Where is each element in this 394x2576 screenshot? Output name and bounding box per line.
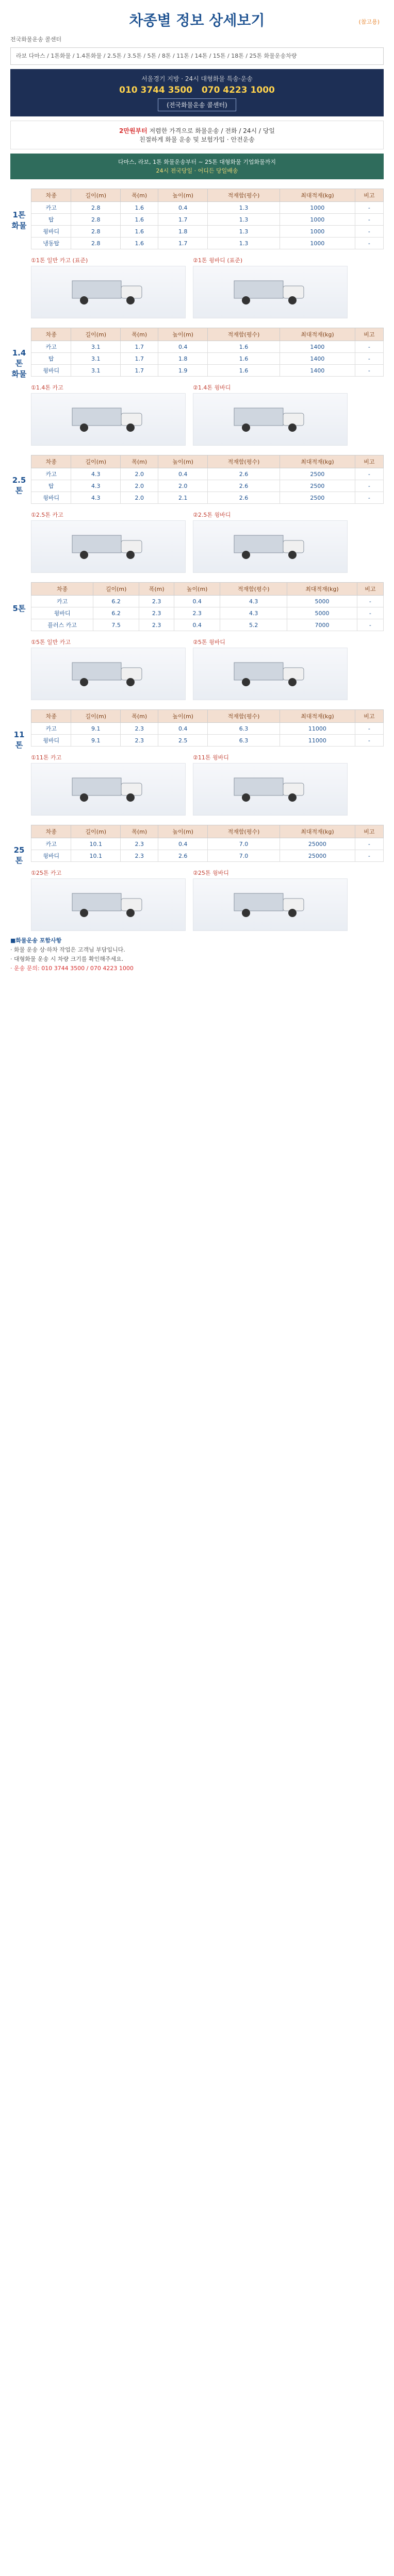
table-cell: 1.6: [121, 226, 158, 238]
vehicle-section: [10, 709, 384, 816]
section-label: 11톤: [13, 730, 25, 750]
table-row: [31, 735, 384, 747]
table-cell: 2.5: [158, 735, 208, 747]
promo-tail: / 전화 / 24시 / 당일: [221, 127, 275, 134]
table-cell: -: [355, 480, 383, 492]
table-cell: -: [355, 492, 383, 504]
table-cell: -: [355, 735, 383, 747]
table-cell: 4.3: [71, 468, 121, 480]
table-cell: 윙바디: [31, 735, 71, 747]
section-label: 2.5톤: [12, 476, 26, 495]
table-cell: 플러스 카고: [31, 619, 93, 631]
table-cell: 2.3: [174, 607, 220, 619]
table-cell: 카고: [31, 723, 71, 735]
table-cell: -: [355, 850, 383, 862]
table-cell: 2.3: [121, 838, 158, 850]
vehicle-image-caption: ②1톤 윙바디 (표준): [193, 257, 243, 264]
table-header: 차종: [31, 583, 93, 596]
table-header: 적재함(평수): [220, 583, 287, 596]
table-cell: 1.6: [208, 365, 280, 377]
table-cell: 25000: [280, 838, 355, 850]
table-header: 차종: [31, 710, 71, 723]
table-header: 적재함(평수): [208, 328, 280, 341]
contact-line: · 운송 문의: 010 3744 3500 / 070 4223 1000: [10, 965, 134, 972]
contact-line: · 대형화물 운송 시 차량 크기를 확인해주세요.: [10, 956, 124, 962]
vehicle-image-card: [193, 255, 348, 318]
table-cell: 1.6: [208, 353, 280, 365]
vehicle-image-caption: ②1.4톤 윙바디: [193, 384, 231, 391]
vehicle-image-card: [193, 867, 348, 931]
table-cell: 11000: [280, 735, 355, 747]
table-cell: 2.1: [158, 492, 208, 504]
table-cell: 2.3: [121, 850, 158, 862]
vehicle-image-card: [193, 509, 348, 573]
table-header: 높이(m): [158, 189, 208, 202]
banner-line: 서울경기 지방 · 24시 대형화물 특송·운송: [141, 75, 253, 82]
truck-image: [193, 393, 348, 446]
banner-phones: [10, 85, 384, 95]
vehicle-section: [10, 328, 384, 446]
section-label: 1톤 화물: [11, 210, 27, 230]
service-line: 다마스, 라보, 1톤 화물운송부터 ~ 25톤 대형화물 기업화물까지: [118, 159, 276, 165]
table-header: 길이(m): [93, 583, 139, 596]
table-header: 최대적재(kg): [280, 189, 355, 202]
table-cell: 6.2: [93, 596, 139, 607]
vehicle-image-caption: ①25톤 카고: [31, 870, 62, 876]
table-cell: 윙바디: [31, 607, 93, 619]
table-header: 적재함(평수): [208, 825, 280, 838]
truck-image: [31, 763, 186, 816]
table-cell: 2.6: [208, 480, 280, 492]
contact-line: · 화물 운송 상·하차 작업은 고객님 부담입니다.: [10, 946, 125, 953]
vehicle-section: [10, 825, 384, 931]
table-cell: 2.0: [121, 492, 158, 504]
table-header: 비고: [355, 455, 383, 468]
table-cell: 4.3: [71, 492, 121, 504]
spec-table: [31, 328, 384, 377]
table-header: 폭(m): [121, 189, 158, 202]
table-row: [31, 468, 384, 480]
vehicle-image-card: [31, 867, 186, 931]
vehicle-section: [10, 455, 384, 573]
truck-image: [193, 520, 348, 573]
vehicle-image-card: [193, 382, 348, 446]
table-header: 차종: [31, 825, 71, 838]
table-cell: 2.3: [139, 607, 174, 619]
table-row: [31, 202, 384, 214]
vehicle-image-card: [31, 636, 186, 700]
table-row: [31, 480, 384, 492]
table-header: 비고: [355, 710, 383, 723]
table-cell: 1.9: [158, 365, 208, 377]
table-cell: 1400: [280, 353, 355, 365]
table-header: 적재함(평수): [208, 189, 280, 202]
table-row: [31, 214, 384, 226]
truck-image: [193, 763, 348, 816]
table-cell: -: [355, 353, 383, 365]
service-line-highlight: 24시 전국당일 · 어디든 당일배송: [156, 167, 238, 174]
table-cell: -: [357, 619, 383, 631]
table-cell: 5.2: [220, 619, 287, 631]
table-row: [31, 850, 384, 862]
vehicle-image-card: [31, 752, 186, 816]
vehicle-image-caption: ②25톤 윙바디: [193, 870, 229, 876]
table-cell: 0.4: [174, 619, 220, 631]
table-cell: -: [355, 238, 383, 249]
table-cell: 1.8: [158, 226, 208, 238]
table-header: 비고: [355, 328, 383, 341]
table-header: 높이(m): [158, 455, 208, 468]
table-cell: -: [355, 226, 383, 238]
spec-table: [31, 825, 384, 862]
table-row: [31, 353, 384, 365]
table-cell: 5000: [287, 596, 357, 607]
contact-title: ■화물운송 포함사항: [10, 937, 62, 944]
table-cell: 6.3: [208, 735, 280, 747]
table-cell: -: [355, 838, 383, 850]
contact-banner: [10, 69, 384, 116]
table-header: 높이(m): [174, 583, 220, 596]
table-cell: 탑: [31, 353, 71, 365]
table-cell: 1.7: [158, 214, 208, 226]
table-header: 길이(m): [71, 189, 121, 202]
table-cell: 3.1: [71, 365, 121, 377]
table-cell: 1.7: [158, 238, 208, 249]
table-cell: -: [357, 607, 383, 619]
truck-image: [193, 266, 348, 318]
table-cell: 4.3: [71, 480, 121, 492]
table-row: [31, 492, 384, 504]
table-cell: 5000: [287, 607, 357, 619]
table-cell: 4.3: [220, 607, 287, 619]
table-cell: 10.1: [71, 850, 121, 862]
spec-table: [31, 709, 384, 747]
table-cell: 1000: [280, 214, 355, 226]
table-cell: 탑: [31, 480, 71, 492]
table-cell: 1.6: [121, 202, 158, 214]
notice-box: 라보 다마스 / 1톤화물 / 1.4톤화물 / 2.5톤 / 3.5톤 / 5톤 / 8톤 / 11톤 / 14톤 / 15톤 / 18톤 / 25톤 화물운송차량: [10, 47, 384, 65]
table-cell: 윙바디: [31, 226, 71, 238]
table-header: 폭(m): [139, 583, 174, 596]
vehicle-image-card: [31, 509, 186, 573]
table-cell: 7.0: [208, 850, 280, 862]
table-cell: -: [355, 341, 383, 353]
vehicle-image-card: [193, 752, 348, 816]
table-cell: 1.6: [121, 214, 158, 226]
table-row: [31, 838, 384, 850]
section-label: 1.4톤 화물: [11, 348, 27, 379]
table-cell: 2.3: [121, 735, 158, 747]
table-cell: -: [355, 202, 383, 214]
table-header: 최대적재(kg): [287, 583, 357, 596]
vehicle-image-caption: ①11톤 카고: [31, 754, 62, 761]
table-header: 길이(m): [71, 825, 121, 838]
truck-image: [31, 520, 186, 573]
table-row: [31, 341, 384, 353]
table-cell: 1.7: [121, 353, 158, 365]
section-label: 25톤: [13, 845, 25, 865]
table-cell: 11000: [280, 723, 355, 735]
vehicle-image-caption: ②2.5톤 윙바디: [193, 512, 231, 518]
table-cell: 2.0: [121, 480, 158, 492]
table-header: 폭(m): [121, 710, 158, 723]
table-header: 폭(m): [121, 825, 158, 838]
table-cell: 1.7: [121, 341, 158, 353]
table-cell: 6.3: [208, 723, 280, 735]
table-cell: 1.3: [208, 238, 280, 249]
table-cell: 1.3: [208, 214, 280, 226]
vehicle-section: [10, 189, 384, 318]
table-header: 적재함(평수): [208, 455, 280, 468]
table-cell: 냉동탑: [31, 238, 71, 249]
table-cell: 3.1: [71, 353, 121, 365]
table-header: 최대적재(kg): [280, 328, 355, 341]
table-cell: 9.1: [71, 723, 121, 735]
truck-image: [193, 648, 348, 700]
table-header: 적재함(평수): [208, 710, 280, 723]
vehicle-image-caption: ②5톤 윙바디: [193, 639, 225, 646]
service-bar: [10, 154, 384, 179]
table-cell: 2.0: [158, 480, 208, 492]
table-header: 비고: [357, 583, 383, 596]
table-header: 차종: [31, 328, 71, 341]
vehicle-image-caption: ①1.4톤 카고: [31, 384, 63, 391]
table-header: 비고: [355, 189, 383, 202]
table-cell: 2.3: [139, 619, 174, 631]
table-cell: 10.1: [71, 838, 121, 850]
vehicle-sections: [0, 189, 394, 931]
table-header: 높이(m): [158, 328, 208, 341]
table-row: [31, 365, 384, 377]
table-cell: 7.5: [93, 619, 139, 631]
table-cell: 0.4: [158, 838, 208, 850]
table-cell: -: [355, 365, 383, 377]
table-cell: 탑: [31, 214, 71, 226]
table-header: 높이(m): [158, 825, 208, 838]
table-row: [31, 723, 384, 735]
table-cell: 7000: [287, 619, 357, 631]
table-cell: 6.2: [93, 607, 139, 619]
table-cell: 1.6: [121, 238, 158, 249]
page-title: 차종별 정보 상세보기: [129, 12, 265, 29]
table-cell: 2.6: [208, 492, 280, 504]
table-cell: -: [355, 723, 383, 735]
table-header: 길이(m): [71, 328, 121, 341]
table-cell: 1400: [280, 365, 355, 377]
vehicle-image-caption: ①2.5톤 카고: [31, 512, 63, 518]
table-cell: 0.4: [158, 202, 208, 214]
table-cell: 1000: [280, 238, 355, 249]
table-row: [31, 226, 384, 238]
table-cell: 2.8: [71, 238, 121, 249]
table-cell: 3.1: [71, 341, 121, 353]
table-cell: 1000: [280, 226, 355, 238]
vehicle-image-caption: ①1톤 일반 카고 (표준): [31, 257, 88, 264]
table-row: [31, 238, 384, 249]
table-cell: 1400: [280, 341, 355, 353]
table-cell: 카고: [31, 596, 93, 607]
table-cell: 2.6: [158, 850, 208, 862]
table-header: 높이(m): [158, 710, 208, 723]
spec-table: [31, 582, 384, 631]
table-cell: 1.6: [208, 341, 280, 353]
table-cell: 2.8: [71, 202, 121, 214]
phone-office[interactable]: 070 4223 1000: [201, 85, 275, 95]
table-header: 최대적재(kg): [280, 710, 355, 723]
vehicle-image-card: [31, 255, 186, 318]
table-cell: 4.3: [220, 596, 287, 607]
spec-table: [31, 455, 384, 504]
table-cell: 2.3: [139, 596, 174, 607]
truck-image: [193, 878, 348, 931]
table-cell: 2500: [280, 492, 355, 504]
table-cell: 윙바디: [31, 365, 71, 377]
table-header: 길이(m): [71, 455, 121, 468]
table-cell: -: [355, 214, 383, 226]
truck-image: [31, 266, 186, 318]
table-cell: 1000: [280, 202, 355, 214]
table-cell: 카고: [31, 468, 71, 480]
table-row: [31, 596, 384, 607]
table-cell: 2.8: [71, 214, 121, 226]
table-header: 길이(m): [71, 710, 121, 723]
table-header: 차종: [31, 455, 71, 468]
table-header: 폭(m): [121, 455, 158, 468]
truck-image: [31, 648, 186, 700]
vehicle-image-caption: ①5톤 일반 카고: [31, 639, 71, 646]
promo-box: [10, 121, 384, 149]
vehicle-section: [10, 582, 384, 700]
table-cell: 7.0: [208, 838, 280, 850]
table-header: 비고: [355, 825, 383, 838]
table-cell: 9.1: [71, 735, 121, 747]
table-cell: 카고: [31, 838, 71, 850]
table-cell: 1.7: [121, 365, 158, 377]
promo-sub: 친절하게 화물 운송 및 보험가입 · 안전운송: [139, 136, 255, 143]
vehicle-image-caption: ②11톤 윙바디: [193, 754, 229, 761]
table-cell: 0.4: [174, 596, 220, 607]
table-cell: 0.4: [158, 723, 208, 735]
reference-badge: (참고용): [358, 19, 380, 25]
table-cell: 1.3: [208, 226, 280, 238]
table-cell: 25000: [280, 850, 355, 862]
table-cell: 2.8: [71, 226, 121, 238]
table-cell: 카고: [31, 202, 71, 214]
table-cell: -: [355, 468, 383, 480]
contact-info: [10, 936, 384, 973]
table-cell: 0.4: [158, 341, 208, 353]
table-cell: 2.3: [121, 723, 158, 735]
promo-text: 저렴한 가격으로 화물운송: [149, 127, 219, 134]
table-row: [31, 607, 384, 619]
table-cell: 0.4: [158, 468, 208, 480]
truck-image: [31, 878, 186, 931]
phone-mobile[interactable]: 010 3744 3500: [119, 85, 193, 95]
table-cell: 윙바디: [31, 492, 71, 504]
vehicle-image-card: [193, 636, 348, 700]
table-cell: 2.0: [121, 468, 158, 480]
table-cell: 카고: [31, 341, 71, 353]
spec-table: [31, 189, 384, 249]
table-cell: 윙바디: [31, 850, 71, 862]
section-label: 5톤: [12, 604, 26, 613]
truck-image: [31, 393, 186, 446]
table-cell: 1.3: [208, 202, 280, 214]
table-cell: 2.6: [208, 468, 280, 480]
table-header: 최대적재(kg): [280, 455, 355, 468]
table-cell: 2500: [280, 468, 355, 480]
table-row: [31, 619, 384, 631]
table-cell: 2500: [280, 480, 355, 492]
table-header: 최대적재(kg): [280, 825, 355, 838]
vehicle-image-card: [31, 382, 186, 446]
table-cell: 1.8: [158, 353, 208, 365]
company-label: 전국화물운송 콜센터: [10, 36, 62, 43]
table-cell: -: [357, 596, 383, 607]
promo-highlight: 2만원부터: [119, 127, 147, 134]
banner-company: (전국화물운송 콜센터): [158, 98, 236, 111]
table-header: 폭(m): [121, 328, 158, 341]
table-header: 차종: [31, 189, 71, 202]
